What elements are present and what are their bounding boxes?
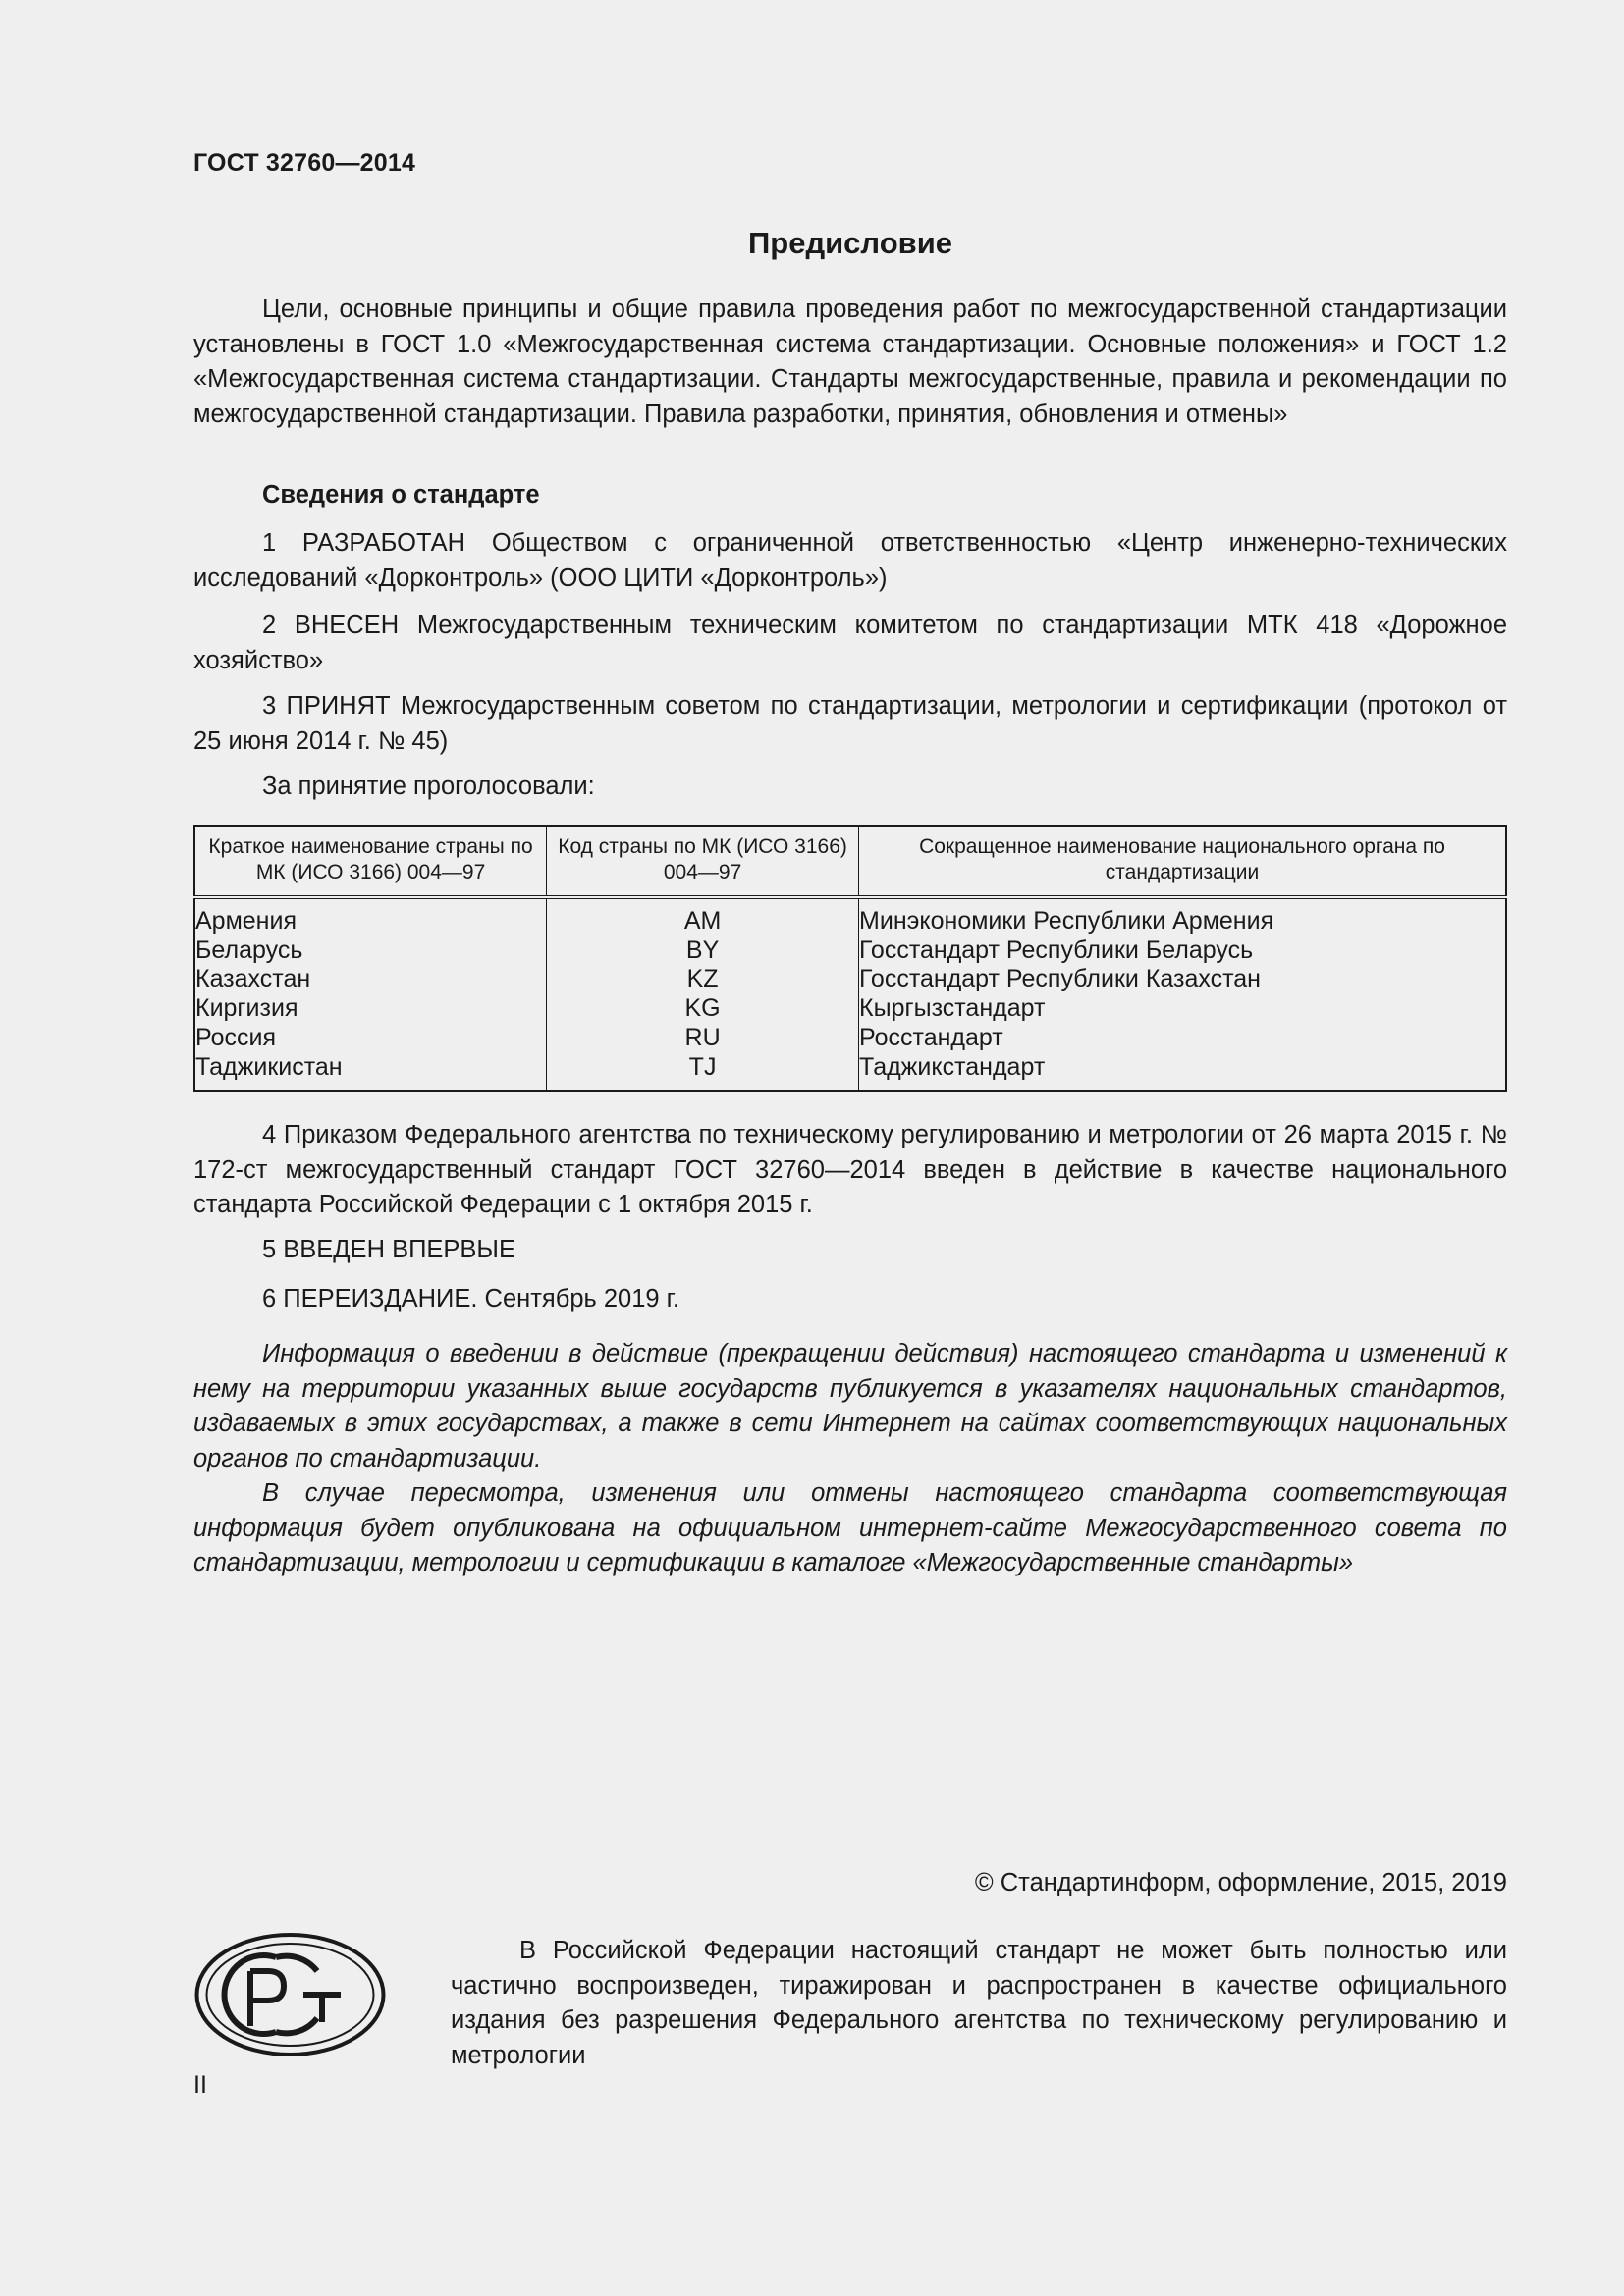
page-number: II: [193, 2071, 207, 2099]
info-heading: Сведения о стандарте: [262, 481, 540, 508]
gost-r-certification-logo-icon: [193, 1932, 387, 2057]
table-cell-code: RU: [684, 1023, 721, 1051]
vote-intro: За принятие проголосовали:: [262, 773, 595, 800]
voting-countries-table: [193, 825, 1507, 1092]
table-cell-country: Россия: [195, 1023, 276, 1051]
table-cell-body: Госстандарт Республики Беларусь: [859, 935, 1254, 964]
table-body-row: [194, 897, 1506, 1091]
vote-intro-block: [193, 770, 1507, 805]
item-6-block: [193, 1282, 1507, 1317]
table-cell-body: Таджикстандарт: [859, 1052, 1046, 1081]
table-header-country: Краткое наименование страны по МК (ИСО 3166) 004—97: [194, 826, 547, 897]
table-cell-country: Таджикистан: [195, 1052, 343, 1081]
item-6: 6 ПЕРЕИЗДАНИЕ. Сентябрь 2019 г.: [262, 1285, 679, 1312]
copyright-line: © Стандартинформ, оформление, 2015, 2019: [974, 1869, 1507, 1896]
table-cell-country: Казахстан: [195, 965, 311, 993]
item-3-block: [193, 689, 1507, 759]
page-title: Предисловие: [747, 226, 952, 260]
item-1-block: [193, 526, 1507, 596]
table-cell-body: Кыргызстандарт: [859, 994, 1046, 1023]
item-3: 3 ПРИНЯТ Межгосударственным советом по стандартизации, метрологии и сертификации (протокол от 25 июня 2014 г. № 45): [193, 692, 1507, 755]
table-cell-body: Минэкономики Республики Армения: [859, 907, 1274, 934]
table-cell-country: Армения: [195, 907, 297, 934]
table-cell-body: Росстандарт: [859, 1023, 1003, 1051]
table-cell-code: KZ: [686, 965, 719, 993]
info-heading-block: [193, 481, 1507, 509]
item-2: 2 ВНЕСЕН Межгосударственным техническим комитетом по стандартизации МТК 418 «Дорожное хозяйство»: [193, 612, 1507, 674]
standards-body-column: [859, 897, 1506, 1091]
table-cell-code: AM: [683, 907, 722, 934]
item-5-block: [193, 1233, 1507, 1268]
document-code-header: ГОСТ 32760—2014: [193, 149, 416, 177]
italic-note-2: В случае пересмотра, изменения или отмены настоящего стандарта соответствующая информация будет опубликована на официальном интернет-сайте Межгосударственного совета по стандартизации, метрологии и сертификации в каталоге «Межгосударственные стандарты»: [193, 1479, 1507, 1576]
reproduction-notice: В Российской Федерации настоящий стандарт не может быть полностью или частично воспроизведен, тиражирован и распространен в качестве официального издания без разрешения Федерального агентства по техническому регулированию и метрологии: [451, 1937, 1507, 2069]
table-cell-code: TJ: [688, 1052, 717, 1081]
table-header-code: Код страны по МК (ИСО 3166) 004—97: [547, 826, 859, 897]
item-4: 4 Приказом Федерального агентства по техническому регулированию и метрологии от 26 марта 2015 г. № 172-ст межгосударственный стандарт ГОСТ 32760—2014 введен в действие в качестве национального стандарта Российской Федерации с 1 октября 2015 г.: [193, 1121, 1507, 1218]
intro-paragraph-block: [193, 293, 1507, 432]
table-header-row: [194, 826, 1506, 897]
table-cell-code: BY: [685, 935, 720, 964]
item-1: 1 РАЗРАБОТАН Обществом с ограниченной ответственностью «Центр инженерно-технических исследований «Дорконтроль» (ООО ЦИТИ «Дорконтроль»): [193, 529, 1507, 592]
table-cell-country: Беларусь: [195, 935, 303, 964]
table-header-body: Сокращенное наименование национального органа по стандартизации: [859, 826, 1506, 897]
item-5: 5 ВВЕДЕН ВПЕРВЫЕ: [262, 1236, 516, 1263]
country-code-column: [547, 897, 859, 1091]
table-cell-country: Киргизия: [195, 994, 298, 1023]
italic-note-1: Информация о введении в действие (прекращении действия) настоящего стандарта и изменений к нему на территории указанных выше государств публикуется в указателях национальных стандартов, издаваемых в этих государствах, а также в сети Интернет на сайтах соответствующих национальных органов по стандартизации.: [193, 1340, 1507, 1472]
item-2-block: [193, 609, 1507, 678]
table-cell-body: Госстандарт Республики Казахстан: [859, 965, 1261, 993]
item-4-block: [193, 1118, 1507, 1223]
country-name-column: [194, 897, 547, 1091]
table-cell-code: KG: [684, 994, 721, 1023]
intro-paragraph: Цели, основные принципы и общие правила проведения работ по межгосударственной стандартизации установлены в ГОСТ 1.0 «Межгосударственная система стандартизации. Основные положения» и ГОСТ 1.2 «Межгосударственная система стандартизации. Стандарты межгосударственные, правила и рекомендации по межгосударственной стандартизации. Правила разработки, принятия, обновления и отмены»: [193, 295, 1507, 428]
italic-notes-block: [193, 1337, 1507, 1581]
